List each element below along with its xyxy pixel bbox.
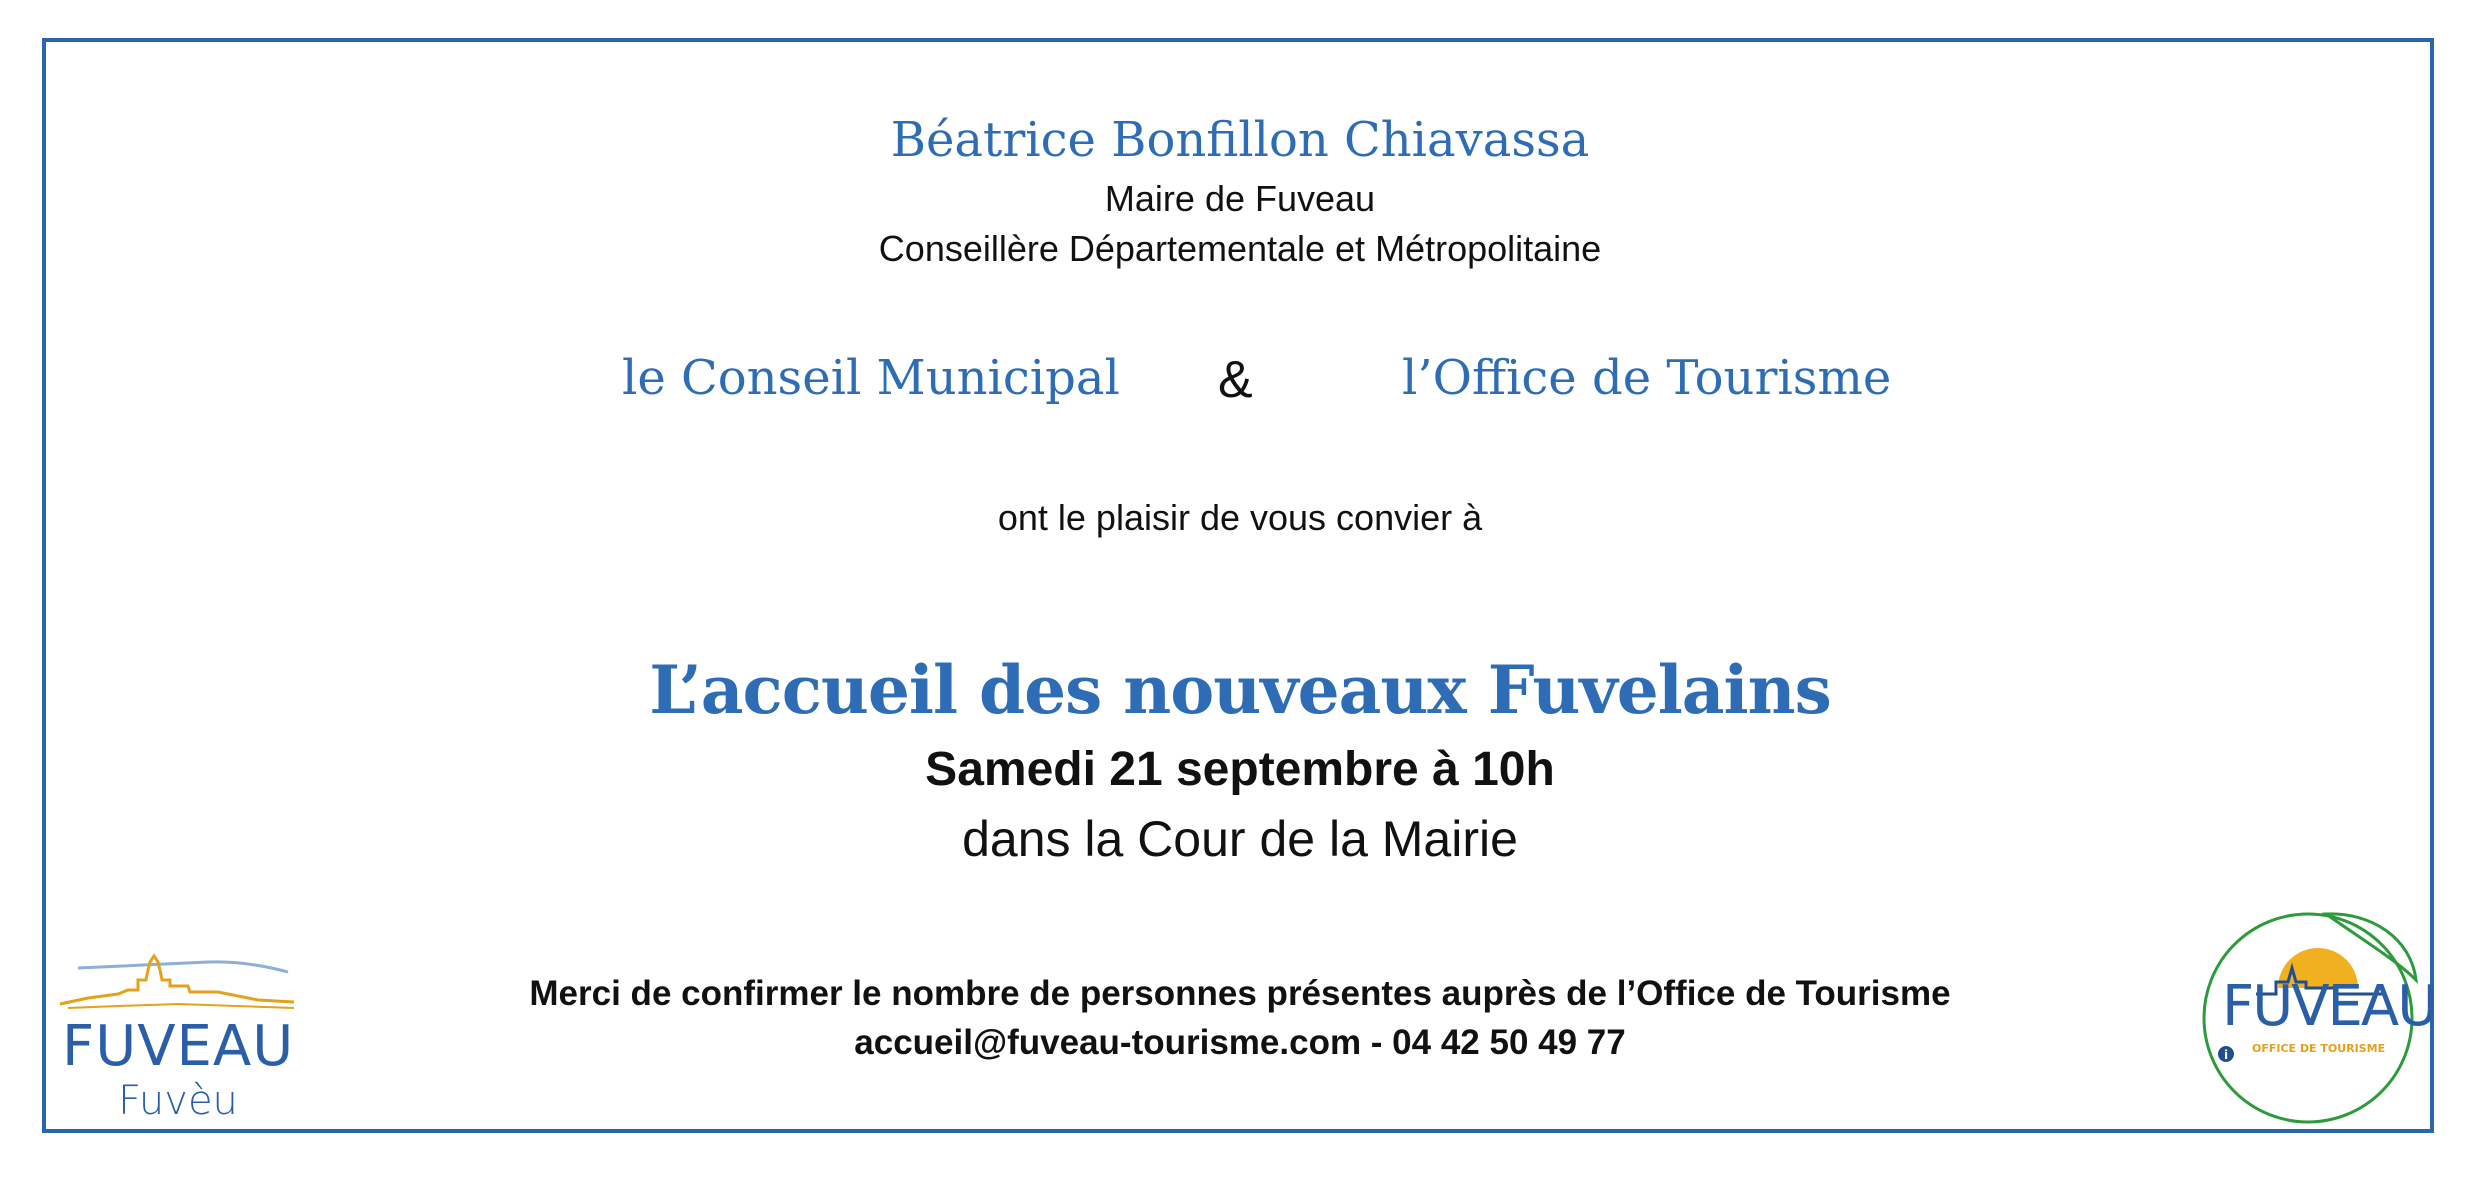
event-place: dans la Cour de la Mairie <box>962 811 1518 867</box>
mayor-role: Conseillère Départementale et Métropolitaine <box>878 228 1602 269</box>
tourism-office-logo-subtitle: OFFICE DE TOURISME <box>2252 1042 2386 1055</box>
rsvp-contact: accueil@fuveau-tourisme.com - 04 42 50 49 77 <box>854 1023 1626 1062</box>
tourism-office-logo <box>2196 902 2437 1124</box>
invite-line: ont le plaisir de vous convier à <box>997 497 1483 538</box>
mayor-name: Béatrice Bonfillon Chiavassa <box>890 112 1590 168</box>
host-municipal-council: le Conseil Municipal <box>622 350 1120 406</box>
town-logo-subtitle: Fuvèu <box>118 1078 238 1124</box>
mayor-title: Maire de Fuveau <box>1104 178 1376 219</box>
ampersand: & <box>1218 351 1253 409</box>
town-logo <box>58 946 298 1126</box>
svg-text:i: i <box>2223 1048 2229 1062</box>
tourism-office-logo-wordmark: FUVEAU <box>2222 974 2437 1039</box>
town-logo-wordmark: FUVEAU <box>62 1014 295 1079</box>
village-skyline-icon <box>58 946 298 1016</box>
event-title: L’accueil des nouveaux Fuvelains <box>649 651 1831 729</box>
host-tourism-office: l’Office de Tourisme <box>1402 350 1892 406</box>
event-date: Samedi 21 septembre à 10h <box>925 743 1555 796</box>
rsvp-instructions: Merci de confirmer le nombre de personnes présentes auprès de l’Office de Tourisme <box>529 974 1951 1013</box>
